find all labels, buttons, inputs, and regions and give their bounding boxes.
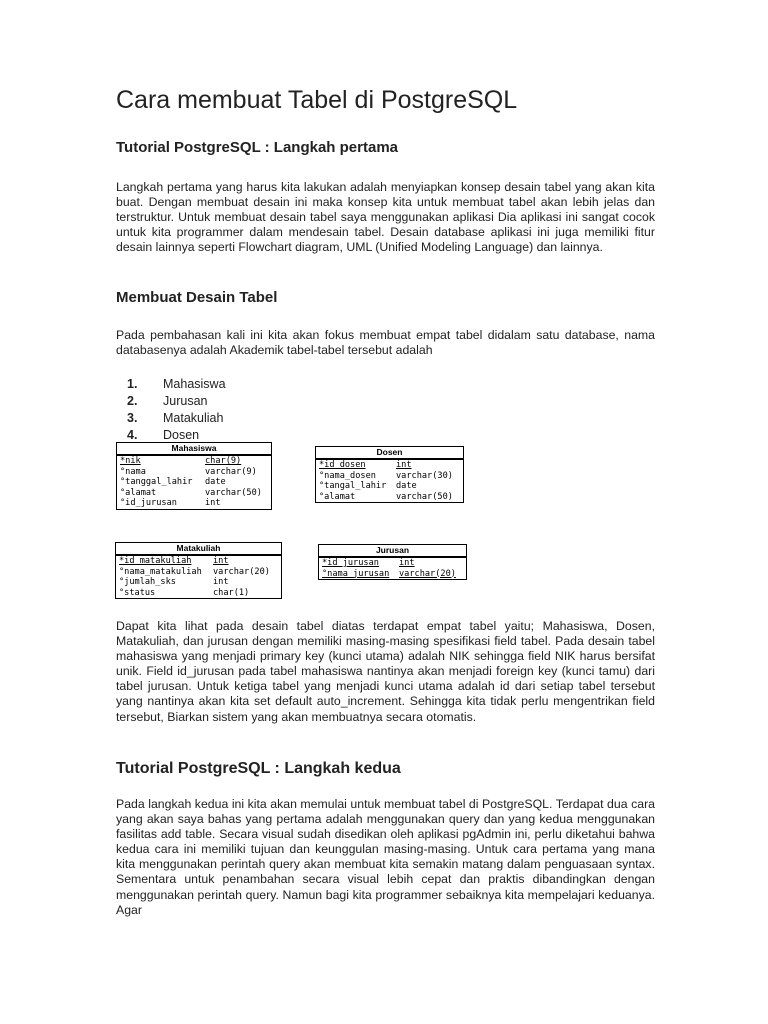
erd-table-title: Dosen bbox=[316, 447, 463, 460]
erd-field-row bbox=[116, 577, 281, 588]
erd-field-type: varchar(20) bbox=[213, 566, 270, 577]
erd-field-name: °jumlah_sks bbox=[119, 577, 176, 587]
heading-langkah-kedua: Tutorial PostgreSQL : Langkah kedua bbox=[116, 760, 401, 777]
list-number: 3. bbox=[127, 411, 138, 425]
erd-field-name: °nama bbox=[120, 466, 146, 477]
heading-membuat-desain-tabel: Membuat Desain Tabel bbox=[116, 289, 278, 306]
erd-table-title: Mahasiswa bbox=[117, 443, 271, 456]
paragraph-langkah-kedua: Pada langkah kedua ini kita akan memulai untuk membuat tabel di PostgreSQL. Terdapat dua cara yang akan saya bahas yang pertama adalah menggunakan query dan yang kedua menggunakan fasilitas add table. Secara visual sudah disedikan oleh aplikasi pgAdmin ini, perlu diketahui bahwa kedua cara ini memiliki tujuan dan keunggulan masing-masing. Untuk cara pertama yang mana kita menggunakan perintah query akan membuat kita semakin matang dalam penguasaan syntax. Sementara untuk penambahan secara visual lebih cepat dan praktis dibandingkan dengan menggunakan perintah query. Namun bagi kita programmer sebaiknya kita mempelajari keduanya. Agar bbox=[116, 797, 655, 917]
erd-field-row bbox=[116, 556, 281, 567]
list-number: 2. bbox=[127, 394, 138, 408]
erd-field-name: °alamat bbox=[319, 491, 356, 502]
erd-field-type: char(9) bbox=[205, 456, 242, 466]
list-label: Matakuliah bbox=[163, 411, 224, 425]
erd-field-type: int bbox=[396, 460, 412, 470]
erd-field-type: varchar(30) bbox=[396, 470, 453, 481]
erd-field-row bbox=[117, 498, 271, 509]
erd-field-name: *id_dosen bbox=[319, 460, 366, 470]
erd-field-type: date bbox=[396, 481, 417, 491]
erd-field-type: varchar(50) bbox=[396, 491, 453, 502]
erd-field-row bbox=[116, 588, 281, 599]
erd-field-row bbox=[117, 467, 271, 478]
list-item bbox=[127, 393, 226, 410]
paragraph-desain-tabel: Pada pembahasan kali ini kita akan fokus membuat empat tabel didalam satu database, nama databasenya adalah Akademik tabel-tabel tersebut adalah bbox=[116, 328, 655, 358]
erd-field-name: °tanggal_lahir bbox=[120, 477, 193, 487]
erd-field-type: int bbox=[399, 558, 415, 568]
erd-field-row bbox=[117, 477, 271, 488]
erd-field-name: *id_jurusan bbox=[322, 558, 379, 568]
erd-field-name: °status bbox=[119, 587, 156, 598]
list-item bbox=[127, 410, 226, 427]
erd-field-name: °nama_matakuliah bbox=[119, 566, 202, 577]
erd-field-type: varchar(50) bbox=[205, 487, 262, 498]
list-item bbox=[127, 376, 226, 393]
erd-table-mahasiswa bbox=[116, 442, 272, 510]
erd-field-row bbox=[117, 488, 271, 499]
erd-field-type: varchar(9) bbox=[205, 466, 257, 477]
erd-table-title: Matakuliah bbox=[116, 543, 281, 556]
paragraph-penjelasan-desain: Dapat kita lihat pada desain tabel diatas terdapat empat tabel yaitu; Mahasiswa, Dosen, Matakuliah, dan jurusan dengan memiliki masing-masing spesifikasi field tabel. Pada desain tabel mahasiswa yang menjadi primary key (kunci utama) adalah NIK sehingga field NIK harus bersifat unik. Field id_jurusan pada tabel mahasiswa nantinya akan menjadi foreign key (kunci tamu) dari tabel jurusan. Untuk ketiga tabel yang menjadi kunci utama adalah id dari setiap tabel tersebut yang nantinya akan kita set default auto_increment. Sehingga kita tidak perlu mengentrikan field tersebut, Biarkan sistem yang akan membuatnya secara otomatis. bbox=[116, 619, 655, 724]
erd-field-name: *id_matakuliah bbox=[119, 556, 192, 566]
table-list bbox=[127, 376, 226, 444]
erd-field-name: °id_jurusan bbox=[120, 498, 177, 508]
list-label: Jurusan bbox=[163, 394, 208, 408]
erd-field-row bbox=[117, 456, 271, 467]
erd-field-row bbox=[319, 558, 466, 569]
erd-field-name: °tangal_lahir bbox=[319, 481, 387, 491]
list-number: 4. bbox=[127, 428, 138, 442]
erd-field-type: int bbox=[205, 498, 221, 508]
page-title: Cara membuat Tabel di PostgreSQL bbox=[116, 86, 518, 114]
erd-field-name: °nama_dosen bbox=[319, 470, 376, 481]
erd-field-name: *nik bbox=[120, 456, 141, 466]
erd-field-row bbox=[319, 569, 466, 580]
list-number: 1. bbox=[127, 377, 138, 391]
erd-table-title: Jurusan bbox=[319, 545, 466, 558]
list-label: Mahasiswa bbox=[163, 377, 226, 391]
erd-field-type: int bbox=[213, 577, 229, 587]
erd-field-type: char(1) bbox=[213, 587, 250, 598]
erd-field-row bbox=[316, 460, 463, 471]
erd-table-jurusan bbox=[318, 544, 467, 580]
heading-langkah-pertama: Tutorial PostgreSQL : Langkah pertama bbox=[116, 139, 398, 156]
erd-field-type: int bbox=[213, 556, 229, 566]
erd-field-name: °nama_jurusan bbox=[322, 568, 390, 579]
erd-field-row bbox=[316, 492, 463, 503]
erd-field-type: date bbox=[205, 477, 226, 487]
erd-field-row bbox=[316, 481, 463, 492]
erd-field-row bbox=[116, 567, 281, 578]
paragraph-langkah-pertama: Langkah pertama yang harus kita lakukan adalah menyiapkan konsep desain tabel yang akan kita buat. Dengan membuat desain ini maka konsep kita untuk membuat tabel akan lebih jelas dan terstruktur. Untuk membuat desain tabel saya menggunakan aplikasi Dia aplikasi ini sangat cocok untuk kita programmer dalam mendesain tabel. Desain database aplikasi ini juga memiliki fitur desain lainnya seperti Flowchart diagram, UML (Unified Modeling Language) dan lainnya. bbox=[116, 180, 655, 255]
erd-table-matakuliah bbox=[115, 542, 282, 599]
erd-field-name: °alamat bbox=[120, 487, 157, 498]
erd-field-row bbox=[316, 471, 463, 482]
erd-field-type: varchar(20) bbox=[399, 568, 456, 579]
erd-table-dosen bbox=[315, 446, 464, 503]
list-label: Dosen bbox=[163, 428, 200, 442]
